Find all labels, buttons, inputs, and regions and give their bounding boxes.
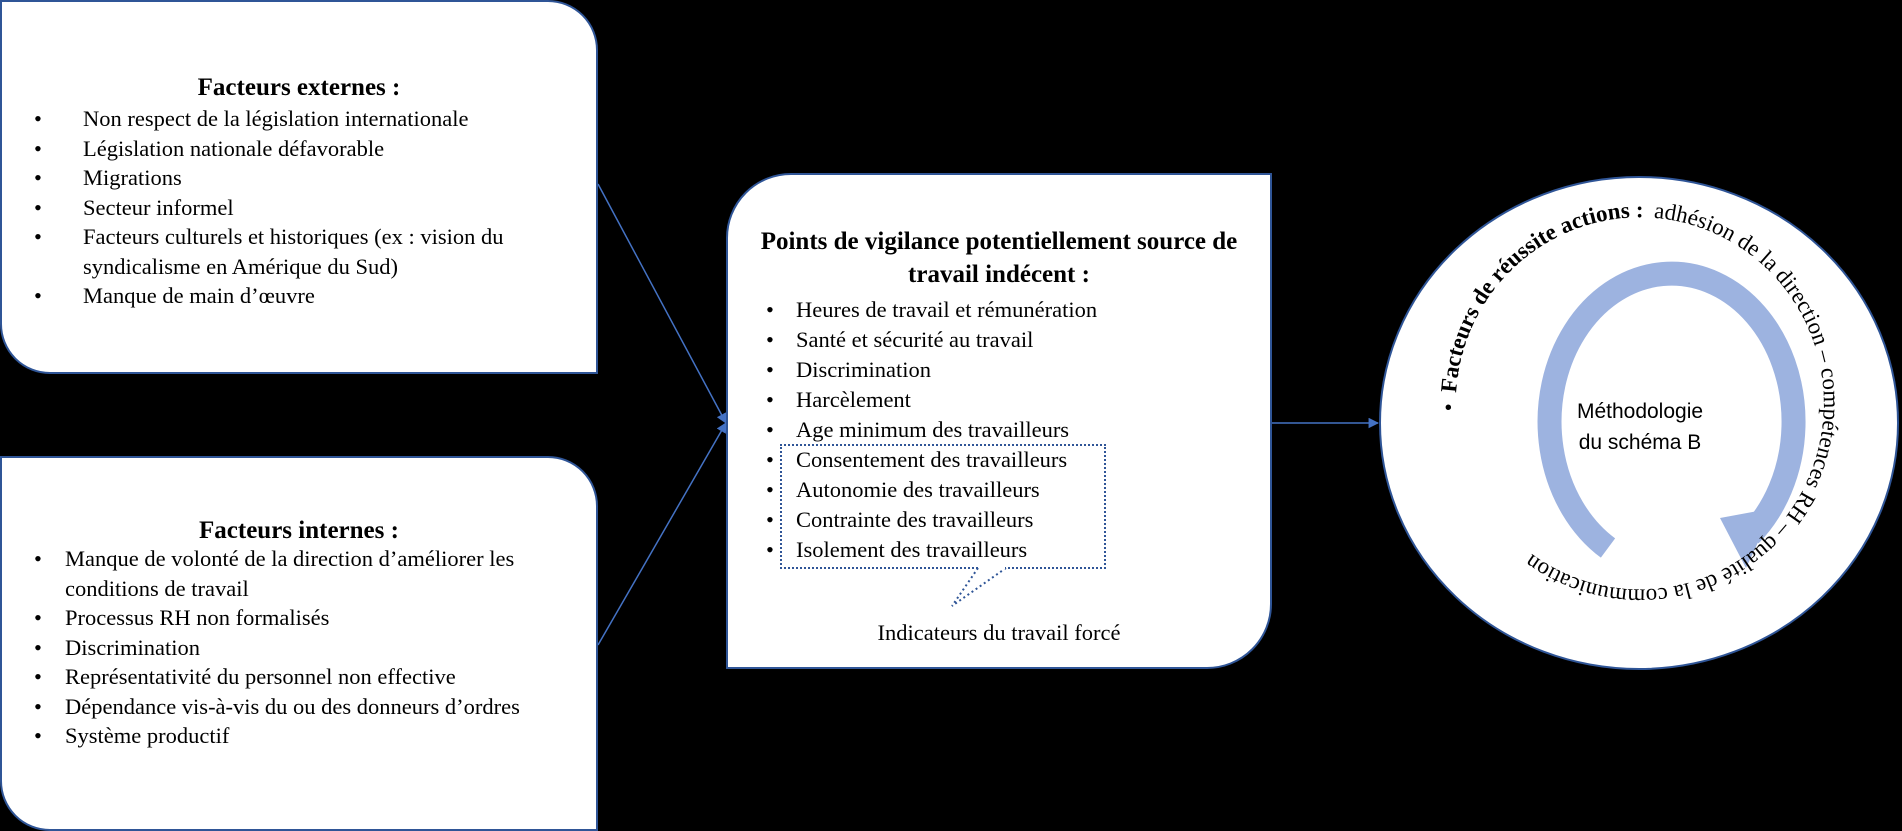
list-item (34, 603, 579, 633)
list-item-text: Discrimination (796, 357, 931, 382)
list-item (34, 222, 574, 281)
list-item-text: Age minimum des travailleurs (796, 417, 1070, 442)
success-factors-label: Facteurs de réussite actions : (1436, 197, 1644, 394)
list-item-text: Non respect de la législation internationale (83, 106, 469, 131)
list-item-text: Processus RH non formalisés (65, 605, 330, 630)
arrow-external-to-vigilance (598, 184, 726, 423)
bullet-glyph: • (766, 357, 774, 382)
bullet-glyph: • (34, 546, 42, 571)
vigilance-points-box (726, 173, 1272, 669)
bullet-glyph: • (34, 664, 42, 689)
list-item (34, 104, 574, 134)
bullet-glyph: • (766, 417, 774, 442)
list-item (34, 163, 574, 193)
methodology-line-2: du schéma B (1578, 431, 1702, 454)
arrow-internal-to-vigilance (598, 423, 726, 645)
list-item (34, 281, 574, 311)
bullet-glyph: • (766, 537, 774, 562)
list-item-text: Santé et sécurité au travail (796, 327, 1034, 352)
bullet-glyph: • (34, 224, 42, 249)
bullet-glyph: • (34, 106, 42, 131)
bullet-glyph: • (34, 723, 42, 748)
bullet-glyph: • (34, 634, 42, 660)
bullet-glyph: • (766, 297, 774, 322)
list-item-text: Isolement des travailleurs (796, 537, 1028, 562)
external-factors-box (0, 0, 598, 374)
bullet-glyph: • (34, 283, 42, 308)
external-factors-list (34, 104, 574, 311)
list-item-text: Facteurs culturels et historiques (ex : vision du syndicalisme en Amérique du Sud) (83, 224, 504, 279)
bullet-glyph: • (766, 477, 774, 502)
list-item-text: Contrainte des travailleurs (796, 507, 1034, 532)
list-item (34, 721, 579, 751)
list-item (766, 385, 1266, 415)
list-item-text: Système productif (65, 723, 230, 748)
list-item-text: Migrations (83, 165, 182, 190)
success-factors-circle (1378, 48, 1900, 670)
bullet-glyph: • (34, 605, 42, 630)
methodology-line-1: Méthodologie (1576, 400, 1704, 423)
list-item-text: Manque de volonté de la direction d’améliorer les conditions de travail (65, 546, 515, 601)
list-item (34, 692, 579, 722)
list-item-text: Législation nationale défavorable (83, 135, 385, 161)
list-item-text: Discrimination (65, 634, 200, 660)
list-item-text: Harcèlement (796, 387, 911, 412)
list-item (766, 355, 1266, 385)
bullet-glyph: • (766, 387, 774, 412)
bullet-glyph: • (766, 327, 774, 352)
list-item (34, 134, 574, 164)
forced-labour-callout-frame (780, 444, 1106, 569)
bullet-glyph: • (34, 194, 42, 220)
list-item-text: Heures de travail et rémunération (796, 297, 1098, 322)
internal-factors-box (0, 456, 598, 831)
methodology-label (1530, 396, 1750, 458)
list-item (34, 662, 579, 692)
vigilance-points-title: Points de vigilance potentiellement source de travail indécent : (760, 228, 1238, 288)
bullet-glyph: • (766, 507, 774, 532)
bullet-glyph: • (34, 165, 42, 190)
bullet-glyph: • (34, 693, 42, 719)
list-item-text: Dépendance vis-à-vis du ou des donneurs d’ordres (65, 693, 520, 719)
list-item (34, 193, 574, 223)
list-item (766, 325, 1266, 355)
internal-factors-list (34, 544, 579, 751)
success-factors-items: adhésion de la direction – compétences RH – qualité de la communication (1520, 197, 1844, 610)
list-item (766, 415, 1266, 445)
list-item (34, 544, 579, 603)
list-item (34, 633, 579, 663)
external-factors-title: Facteurs externes : (197, 74, 401, 101)
list-item-text: Représentativité du personnel non effective (65, 664, 456, 689)
success-factors-bullet: • (1435, 402, 1461, 412)
list-item-text: Manque de main d’œuvre (83, 283, 315, 308)
bullet-glyph: • (766, 447, 774, 472)
internal-factors-title: Facteurs internes : (199, 517, 399, 544)
list-item (766, 295, 1266, 325)
list-item-text: Autonomie des travailleurs (796, 477, 1040, 502)
bullet-glyph: • (34, 135, 42, 161)
forced-labour-caption: Indicateurs du travail forcé (877, 620, 1121, 645)
list-item-text: Consentement des travailleurs (796, 447, 1068, 472)
list-item-text: Secteur informel (83, 194, 234, 220)
